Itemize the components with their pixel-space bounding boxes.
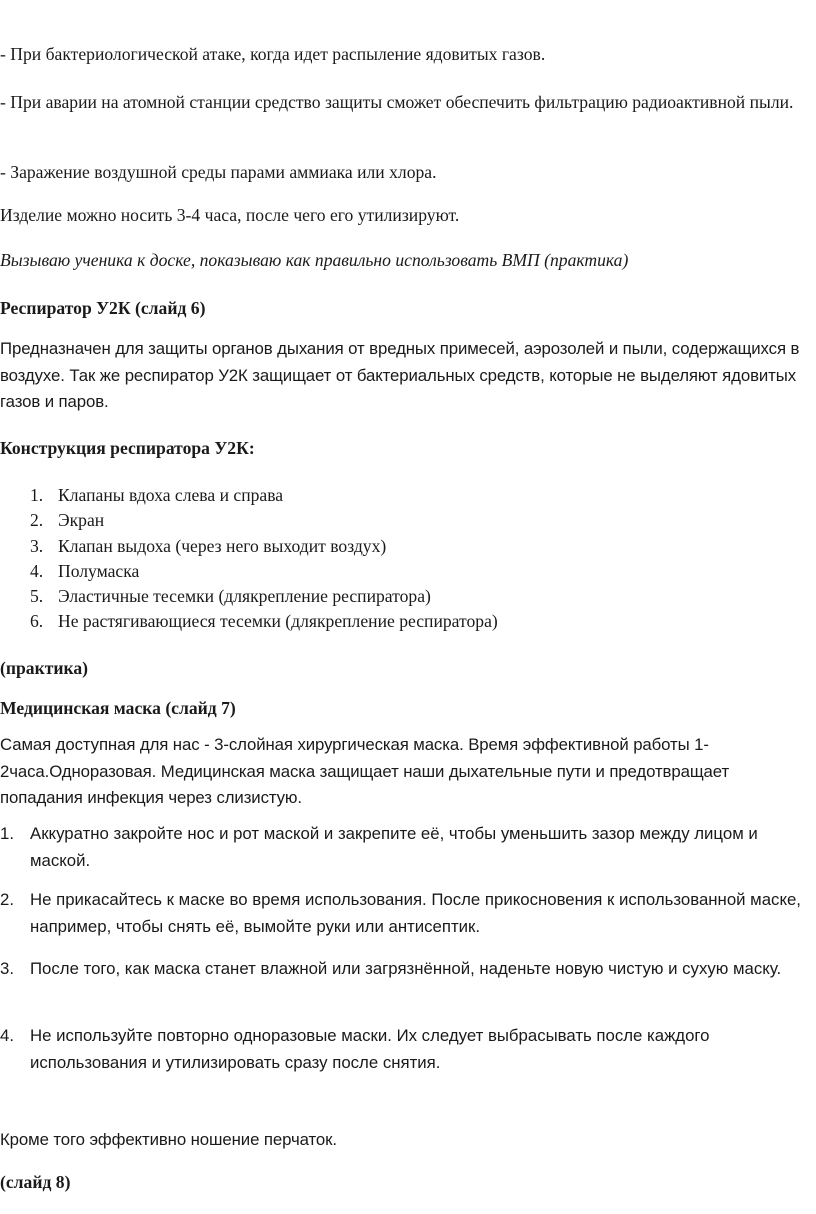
respirator-heading: Респиратор У2К (слайд 6) bbox=[0, 298, 206, 318]
list-item: 4. Полумаска bbox=[30, 560, 140, 581]
list-item: 2. Не прикасайтесь к маске во время использования. После прикосновения к использованной маске, например, чтобы снять её, вымойте руки или антисептик. bbox=[0, 890, 801, 936]
list-item: 3. Клапан выдоха (через него выходит воздух) bbox=[30, 535, 387, 556]
list-item: 2. Экран bbox=[30, 510, 105, 531]
paragraph-ammonia: - Заражение воздушной среды парами аммиака или хлора. bbox=[0, 162, 437, 182]
practice-label: (практика) bbox=[0, 658, 89, 678]
list-item: 5. Эластичные тесемки (длякрепление респиратора) bbox=[30, 586, 431, 607]
gloves-paragraph: Кроме того эффективно ношение перчаток. bbox=[0, 1130, 337, 1149]
slide-8-label: (слайд 8) bbox=[0, 1172, 71, 1192]
list-item: 1. Аккуратно закройте нос и рот маской и закрепите её, чтобы уменьшить зазор между лицом и маской. bbox=[0, 824, 758, 870]
paragraph-nuclear: - При аварии на атомной станции средство защиты сможет обеспечить фильтрацию радиоактивной пыли. bbox=[0, 92, 794, 112]
list-item: 3. После того, как маска станет влажной или загрязнённой, наденьте новую чистую и сухую маску. bbox=[0, 959, 782, 978]
respirator-description: Предназначен для защиты органов дыхания от вредных примесей, аэрозолей и пыли, содержащихся в воздухе. Так же респиратор У2К защищает от бактериальных средств, которые не выделяют ядовитых газов и паров. bbox=[0, 339, 800, 412]
list-item: 1. Клапаны вдоха слева и справа bbox=[30, 485, 284, 505]
paragraph-bacteriological: - При бактериологической атаке, когда идет распыление ядовитых газов. bbox=[0, 44, 546, 64]
paragraph-usage-time: Изделие можно носить 3-4 часа, после чего его утилизируют. bbox=[0, 205, 460, 225]
list-item: 6. Не растягивающиеся тесемки (длякрепление респиратора) bbox=[30, 611, 498, 632]
construction-heading: Конструкция респиратора У2К: bbox=[0, 438, 255, 458]
mask-description: Самая доступная для нас - 3-слойная хирургическая маска. Время эффективной работы 1-2часа.Одноразовая. Медицинская маска защищает наши дыхательные пути и предотвращает попадания инфекция через слизистую. bbox=[0, 735, 730, 808]
mask-heading: Медицинская маска (слайд 7) bbox=[0, 698, 236, 718]
paragraph-practice-note: Вызываю ученика к доске, показываю как правильно использовать ВМП (практика) bbox=[0, 250, 629, 270]
respirator-parts-list bbox=[30, 483, 498, 635]
list-item: 4. Не используйте повторно одноразовые маски. Их следует выбрасывать после каждого использования и утилизировать сразу после снятия. bbox=[0, 1026, 710, 1072]
